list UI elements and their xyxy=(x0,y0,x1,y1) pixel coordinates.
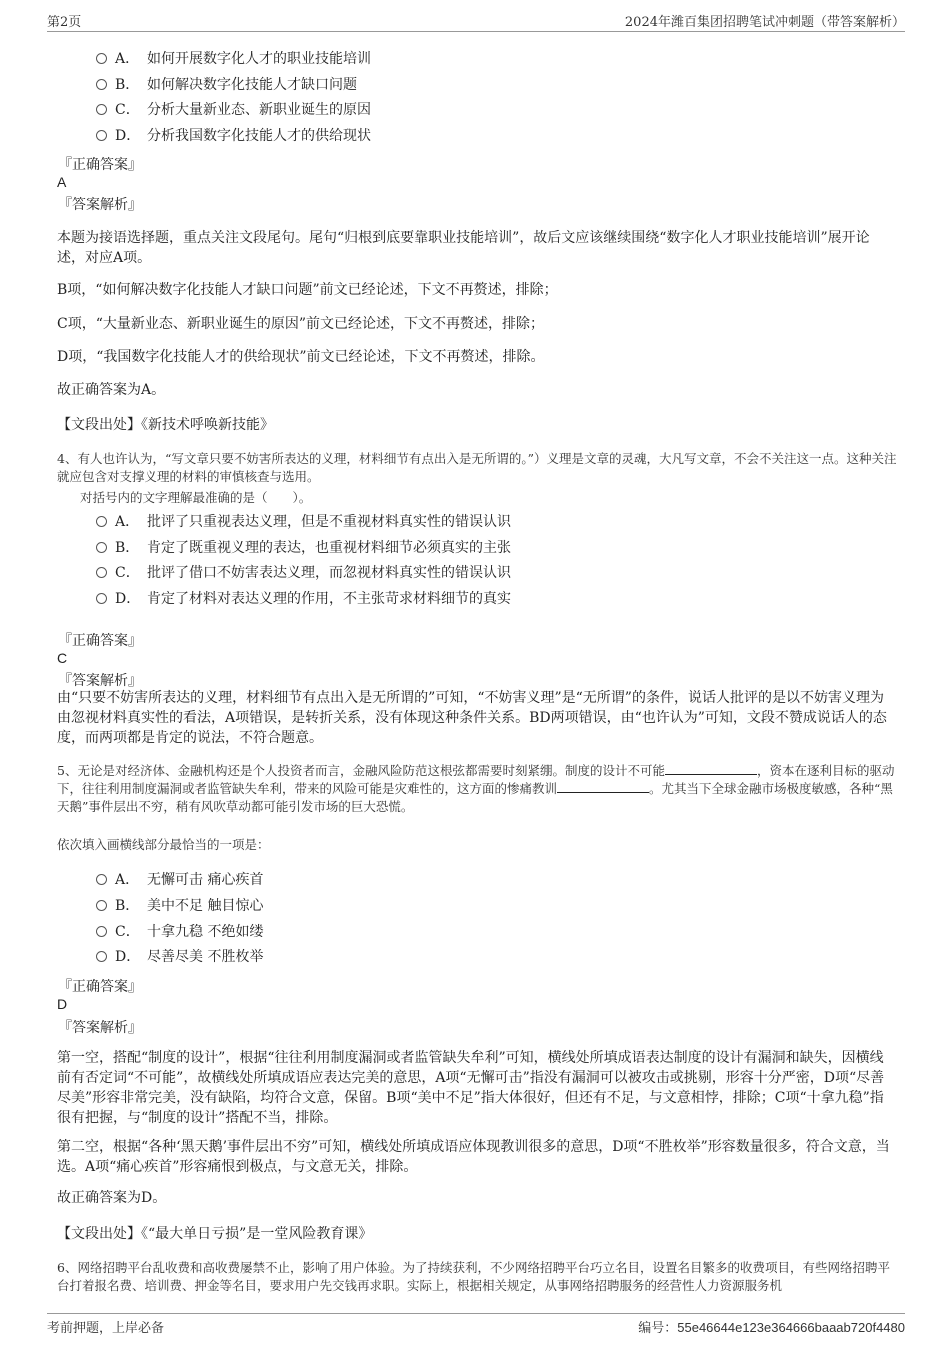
radio-icon xyxy=(96,53,107,64)
q5-question: 依次填入画横线部分最恰当的一项是： xyxy=(57,837,270,852)
q4-analysis-label: 『答案解析』 xyxy=(58,673,142,689)
q5-analysis-label: 『答案解析』 xyxy=(58,1020,142,1036)
q4-analysis-paragraph: 由“只要不妨害所表达的义理，材料细节有点出入是无所谓的”可知，“不妨害义理”是“无所谓”的条件，说话人批评的是以不妨害义理为由忽视材料真实性的看法，A项错误，是转折关系，没有体现这种条件关系。BD两项错误，由“也许认为”可知，文段不赞成说话人的态度，而两项都是肯定的说法，不符合题意。 xyxy=(57,690,887,746)
q3-analysis-label: 『答案解析』 xyxy=(58,197,142,213)
radio-icon xyxy=(96,874,107,885)
q4-answer-label: 『正确答案』 xyxy=(58,633,142,649)
q5-stem: 5、无论是对经济体、金融机构还是个人投资者而言，金融风险防范这根弦都需要时刻紧绷。制度的设计不可能 ，资本在逐利目标的驱动下，往往利用制度漏洞或者监管缺失牟利，带来的风险可能是灾难性的，这方面的惨痛教训 。尤其当下全球金融市场极度敏感，各种“黑天鹅”事件层出不穷，稍有风吹草动都可能引发市场的巨大恐慌。 xyxy=(57,763,895,814)
q4-option-b[interactable]: B． 肯定了既重视义理的表达，也重视材料细节必须真实的主张 xyxy=(96,538,511,558)
q5-answer-label: 『正确答案』 xyxy=(58,979,142,995)
q5-analysis-paragraph: 第二空，根据“各种‘黑天鹅’事件层出不穷”可知，横线处所填成语应体现教训很多的意思，D项“不胜枚举”形容数量很多，符合文意，当选。A项“痛心疾首”形容痛恨到极点，与文意无关，排除。 xyxy=(57,1139,890,1175)
q5-option-d[interactable]: D． 尽善尽美 不胜枚举 xyxy=(96,947,263,967)
q3-option-b[interactable]: B． 如何解决数字化技能人才缺口问题 xyxy=(96,75,357,95)
radio-icon xyxy=(96,130,107,141)
q3-option-a[interactable]: A． 如何开展数字化人才的职业技能培训 xyxy=(96,49,371,69)
q4-option-c[interactable]: C． 批评了借口不妨害表达义理，而忽视材料真实性的错误认识 xyxy=(96,563,511,583)
q3-analysis-paragraph: C项，“大量新业态、新职业诞生的原因”前文已经论述，下文不再赘述，排除； xyxy=(57,316,545,332)
q3-option-d[interactable]: D． 分析我国数字化技能人才的供给现状 xyxy=(96,126,371,146)
q3-analysis-paragraph: 本题为接语选择题，重点关注文段尾句。尾句“归根到底要靠职业技能培训”，故后文应该继续围绕“数字化人才职业技能培训”展开论述，对应A项。 xyxy=(57,230,870,266)
radio-icon xyxy=(96,926,107,937)
q3-source: 【文段出处】《新技术呼唤新技能》 xyxy=(57,417,274,433)
q5-option-c[interactable]: C． 十拿九稳 不绝如缕 xyxy=(96,922,263,942)
radio-icon xyxy=(96,900,107,911)
document-id: 编号：55e46644e123e364666baaab720f4480 xyxy=(638,1320,905,1336)
q6-stem: 6、网络招聘平台乱收费和高收费屡禁不止，影响了用户体验。为了持续获利，不少网络招聘平台巧立名目，设置名目繁多的收费项目，有些网络招聘平台打着报名费、培训费、押金等名目，要求用户先交钱再求职。实际上，根据相关规定，从事网络招聘服务的经营性人力资源服务机 xyxy=(57,1260,890,1293)
q3-conclusion: 故正确答案为A。 xyxy=(57,382,166,398)
fill-blank-1[interactable] xyxy=(665,762,757,775)
q3-option-c[interactable]: C． 分析大量新业态、新职业诞生的原因 xyxy=(96,100,371,120)
page-footer xyxy=(47,1313,905,1337)
document-title: 2024年潍百集团招聘笔试冲刺题（带答案解析） xyxy=(624,15,905,30)
radio-icon xyxy=(96,593,107,604)
q5-source: 【文段出处】《“最大单日亏损”是一堂风险教育课》 xyxy=(57,1226,373,1242)
q4-option-d[interactable]: D． 肯定了材料对表达义理的作用，不主张苛求材料细节的真实 xyxy=(96,589,511,609)
radio-icon xyxy=(96,516,107,527)
radio-icon xyxy=(96,104,107,115)
q5-answer: D xyxy=(57,996,68,1012)
q4-question: 对括号内的文字理解最准确的是（ ）。 xyxy=(80,490,312,505)
page-header xyxy=(47,11,905,32)
q5-conclusion: 故正确答案为D。 xyxy=(57,1190,167,1206)
q3-answer: A xyxy=(57,174,67,190)
q4-stem: 4、有人也许认为，“写文章只要不妨害所表达的义理，材料细节有点出入是无所谓的。”）义理是文章的灵魂，大凡写文章，不会不关注这一点。这种关注就应包含对支撑义理的材料的审慎核查与选用。 xyxy=(57,451,897,484)
q3-analysis-paragraph: B项，“如何解决数字化技能人才缺口问题”前文已经论述，下文不再赘述，排除； xyxy=(57,282,558,298)
q4-option-a[interactable]: A． 批评了只重视表达义理，但是不重视材料真实性的错误认识 xyxy=(96,512,511,532)
fill-blank-2[interactable] xyxy=(557,780,649,793)
radio-icon xyxy=(96,567,107,578)
q5-option-a[interactable]: A． 无懈可击 痛心疾首 xyxy=(96,870,263,890)
q3-answer-label: 『正确答案』 xyxy=(58,157,142,173)
q3-analysis-paragraph: D项，“我国数字化技能人才的供给现状”前文已经论述，下文不再赘述，排除。 xyxy=(57,349,545,365)
radio-icon xyxy=(96,951,107,962)
q5-analysis-paragraph: 第一空，搭配“制度的设计”，根据“往往利用制度漏洞或者监管缺失牟利”可知，横线处所填成语表达制度的设计有漏洞和缺失，因横线前有否定词“不可能”，故横线处所填成语应表达完美的意思，A项“无懈可击”指没有漏洞可以被攻击或挑剔，形容十分严密，D项“尽善尽美”形容非常完美，没有缺陷，均符合文意，保留。B项“美中不足”指大体很好，但还有不足，与文意相悖，排除；C项“十拿九稳”指很有把握，与“制度的设计”搭配不当，排除。 xyxy=(57,1050,885,1126)
radio-icon xyxy=(96,542,107,553)
q5-option-b[interactable]: B． 美中不足 触目惊心 xyxy=(96,896,263,916)
q4-answer: C xyxy=(57,650,68,666)
footer-slogan: 考前押题，上岸必备 xyxy=(47,1321,165,1336)
radio-icon xyxy=(96,79,107,90)
page-number: 第2页 xyxy=(47,15,82,30)
